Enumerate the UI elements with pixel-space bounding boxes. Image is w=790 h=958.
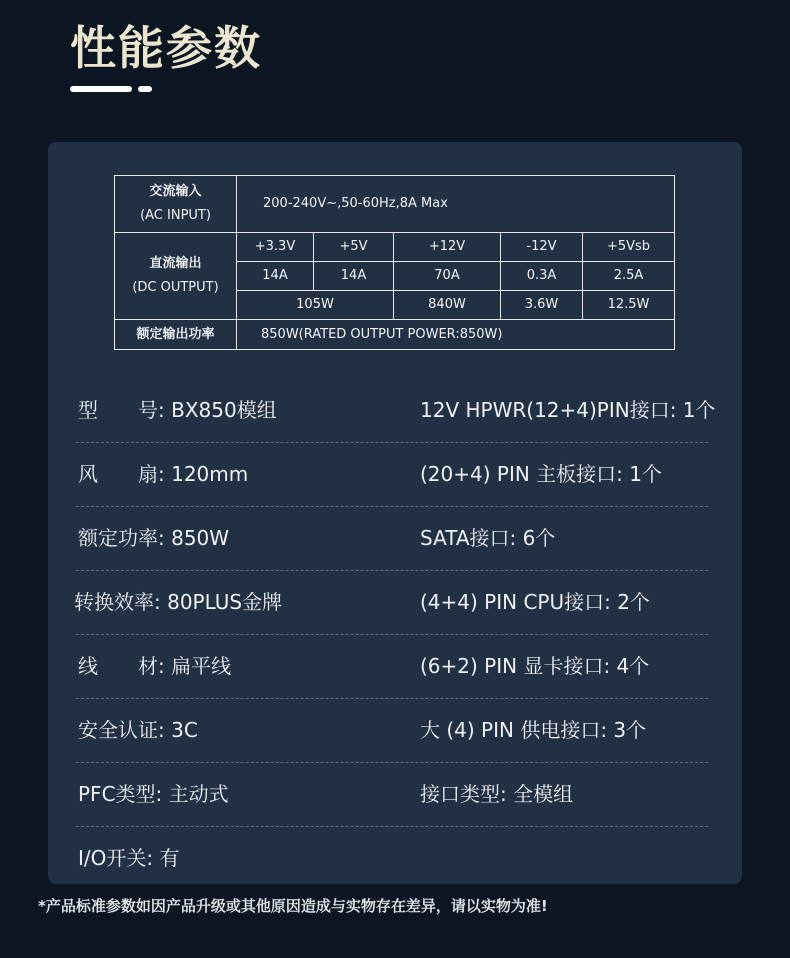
spec-row — [76, 379, 716, 443]
spec-panel — [48, 142, 742, 884]
ac-input-label-en: (AC INPUT) — [140, 208, 211, 223]
power-cell-12v: 840W — [394, 291, 501, 320]
spec-right: (4+4) PIN CPU接口: 2个 — [420, 590, 650, 614]
dc-rail-row — [115, 233, 675, 262]
page-title: 性能参数 — [70, 21, 262, 75]
spec-left: 安全认证: 3C — [78, 718, 198, 742]
disclaimer-footnote: *产品标准参数如因产品升级或其他原因造成与实物存在差异，请以实物为准! — [38, 897, 548, 915]
dc-output-label-en: (DC OUTPUT) — [132, 280, 219, 295]
ac-input-value: 200-240V~,50-60Hz,8A Max — [237, 176, 675, 233]
electrical-spec-table — [114, 175, 675, 350]
dc-output-label — [115, 233, 237, 320]
ac-input-label-cn: 交流输入 — [149, 184, 202, 199]
spec-left: 转换效率: 80PLUS金牌 — [74, 590, 283, 614]
spec-row — [76, 763, 708, 827]
spec-right: 接口类型: 全模组 — [420, 782, 574, 806]
spec-left: 风 扇: 120mm — [78, 462, 249, 486]
rail-cell: +5V — [314, 233, 394, 262]
spec-row — [76, 635, 708, 699]
rated-output-label: 额定输出功率 — [115, 320, 237, 350]
current-cell: 0.3A — [501, 262, 583, 291]
spec-left: 型 号: BX850模组 — [78, 398, 277, 422]
spec-right: (6+2) PIN 显卡接口: 4个 — [420, 654, 650, 678]
current-cell: 70A — [394, 262, 501, 291]
spec-row — [76, 827, 708, 890]
power-cell-neg12v: 3.6W — [501, 291, 583, 320]
current-cell: 14A — [237, 262, 314, 291]
title-underline-long — [70, 86, 132, 92]
spec-left: 线 材: 扁平线 — [78, 654, 232, 678]
rail-cell: +12V — [394, 233, 501, 262]
spec-row — [76, 443, 708, 507]
title-underline-short — [138, 86, 152, 92]
spec-right: 大 (4) PIN 供电接口: 3个 — [420, 718, 647, 742]
spec-row — [76, 571, 708, 635]
spec-left: I/O开关: 有 — [78, 846, 180, 870]
current-cell: 14A — [314, 262, 394, 291]
rail-cell: +3.3V — [237, 233, 314, 262]
spec-right: 12V HPWR(12+4)PIN接口: 1个 — [420, 398, 716, 422]
rated-output-value: 850W(RATED OUTPUT POWER:850W) — [237, 320, 675, 350]
spec-right: (20+4) PIN 主板接口: 1个 — [420, 462, 662, 486]
power-cell-combined: 105W — [237, 291, 394, 320]
power-cell-5vsb: 12.5W — [583, 291, 675, 320]
spec-row — [76, 699, 708, 763]
spec-right: SATA接口: 6个 — [420, 526, 556, 550]
rated-output-row — [115, 320, 675, 350]
spec-left: PFC类型: 主动式 — [78, 782, 229, 806]
rail-cell: +5Vsb — [583, 233, 675, 262]
spec-left: 额定功率: 850W — [78, 526, 230, 550]
rail-cell: -12V — [501, 233, 583, 262]
ac-input-label — [115, 176, 237, 233]
ac-input-row — [115, 176, 675, 233]
dc-output-label-cn: 直流输出 — [149, 256, 202, 271]
spec-row — [76, 507, 708, 571]
current-cell: 2.5A — [583, 262, 675, 291]
